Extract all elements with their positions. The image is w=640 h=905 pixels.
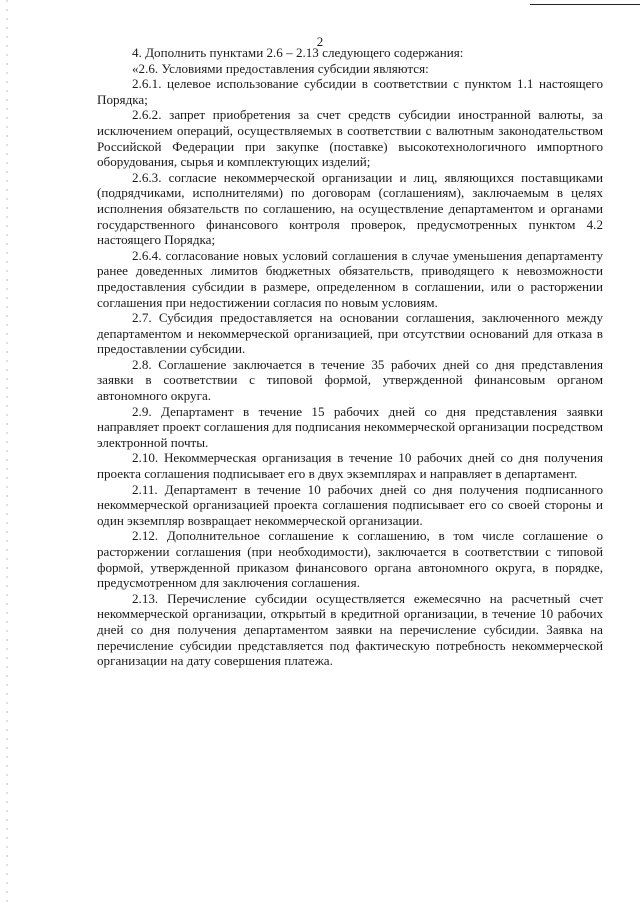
document-body: [97, 45, 603, 669]
paragraph-2-6-2: 2.6.2. запрет приобретения за счет средств субсидии иностранной валюты, за исключением операций, осуществляемых в соответствии с валютным законодательством Российской Федерации при закупке (поставке) высокотехнологичного импортного оборудования, сырья и комплектующих изделий;: [97, 107, 603, 170]
paragraph-2-10: 2.10. Некоммерческая организация в течение 10 рабочих дней со дня получения проекта соглашения подписывает его в двух экземплярах и направляет в департамент.: [97, 450, 603, 482]
paragraph-2-6-1: 2.6.1. целевое использование субсидии в соответствии с пунктом 1.1 настоящего Порядка;: [97, 76, 603, 107]
paragraph-2-12: 2.12. Дополнительное соглашение к соглашению, в том числе соглашение о расторжении соглашения (при необходимости), заключается в соответствии с типовой формой, утвержденной приказом финансового органа автономного округа, в порядке, предусмотренном для заключения соглашения.: [97, 528, 603, 591]
paragraph-item-4: 4. Дополнить пунктами 2.6 – 2.13 следующего содержания:: [132, 45, 464, 60]
paragraph-2-11: 2.11. Департамент в течение 10 рабочих дней со дня получения подписанного некоммерческой организацией проекта соглашения подписывает его со своей стороны и один экземпляр возвращает некоммерческой организации.: [97, 481, 603, 528]
paragraph-2-13: 2.13. Перечисление субсидии осуществляется ежемесячно на расчетный счет некоммерческой организации, открытый в кредитной организации, в течение 10 рабочих дней со дня получения департаментом заявки на перечисление субсидии. Заявка на перечисление субсидии представляется под фактическую потребность некоммерческой организации на дату совершения платежа.: [97, 590, 603, 669]
paragraph-2-7: 2.7. Субсидия предоставляется на основании соглашения, заключенного между департаментом и некоммерческой организацией, при отсутствии оснований для отказа в предоставлении субсидии.: [97, 310, 603, 357]
paragraph-2-9: 2.9. Департамент в течение 15 рабочих дней со дня представления заявки направляет проект соглашения для подписания некоммерческой организации посредством электронной почты.: [97, 403, 603, 450]
paragraph-2-6: «2.6. Условиями предоставления субсидии являются:: [132, 60, 429, 76]
paragraph-2-6-4: 2.6.4. согласование новых условий соглашения в случае уменьшения департаменту ранее доведенных лимитов бюджетных обязательств, приводящего к невозможности предоставления субсидии в размере, определенном в соглашении, или о расторжении соглашения при недостижении согласия по новым условиям.: [97, 247, 603, 310]
paragraph-2-8: 2.8. Соглашение заключается в течение 35 рабочих дней со дня представления заявки в соответствии с типовой формой, утвержденной финансовым органом автономного округа.: [97, 356, 603, 404]
paragraph-2-6-3: 2.6.3. согласие некоммерческой организации и лиц, являющихся поставщиками (подрядчиками, исполнителями) по договорам (соглашениям), заключаемым в целях исполнения обязательств по соглашению, на осуществление департаментом и органами государственного финансового контроля проверок, предусмотренных пунктом 4.2 настоящего Порядка;: [97, 169, 603, 248]
scan-margin-marks: [6, 0, 8, 905]
scan-edge-line: [530, 4, 640, 5]
page-number: 2: [316, 34, 324, 49]
